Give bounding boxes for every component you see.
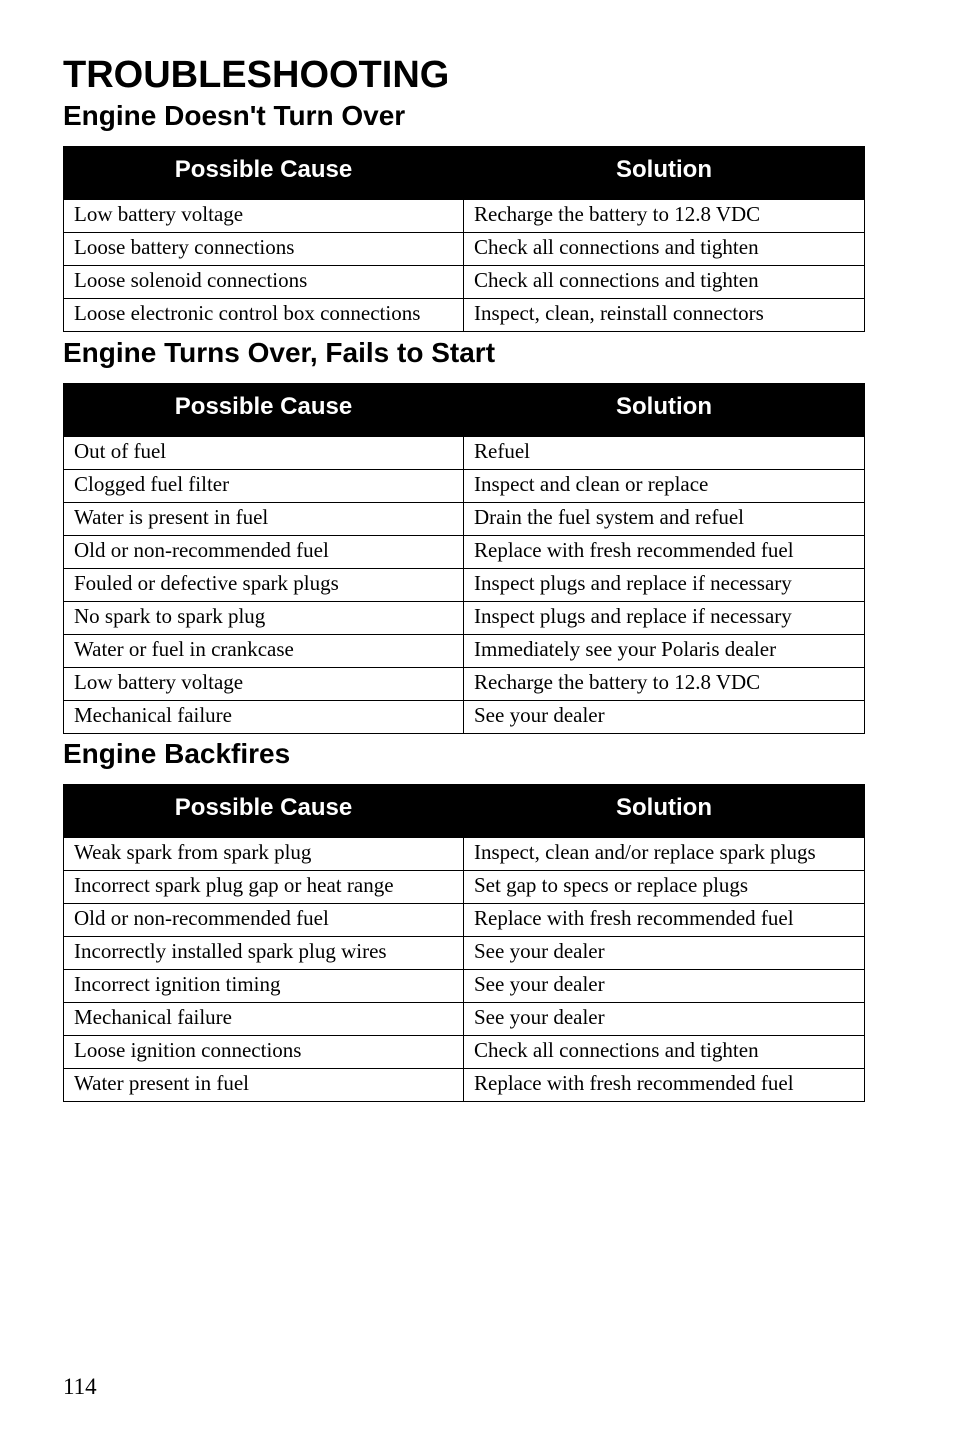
header-solution: Solution <box>464 785 865 838</box>
table-header-row <box>64 384 865 437</box>
table-row <box>64 668 865 701</box>
cause-cell: Loose electronic control box connections <box>64 299 464 332</box>
table-row <box>64 871 865 904</box>
cause-cell: Old or non-recommended fuel <box>64 904 464 937</box>
solution-cell: Replace with fresh recommended fuel <box>464 536 865 569</box>
solution-cell: Inspect plugs and replace if necessary <box>464 569 865 602</box>
cause-cell: Loose solenoid connections <box>64 266 464 299</box>
solution-cell: See your dealer <box>464 970 865 1003</box>
cause-cell: Water is present in fuel <box>64 503 464 536</box>
cause-cell: No spark to spark plug <box>64 602 464 635</box>
header-possible-cause: Possible Cause <box>64 147 464 200</box>
table-row <box>64 701 865 734</box>
cause-cell: Fouled or defective spark plugs <box>64 569 464 602</box>
solution-cell: Set gap to specs or replace plugs <box>464 871 865 904</box>
section-engine-doesnt-turn-over <box>63 100 864 332</box>
table-row <box>64 299 865 332</box>
section-heading: Engine Doesn't Turn Over <box>63 100 406 131</box>
table-row <box>64 1069 865 1102</box>
solution-cell: See your dealer <box>464 1003 865 1036</box>
cause-cell: Mechanical failure <box>64 1003 464 1036</box>
table-row <box>64 266 865 299</box>
section-heading: Engine Backfires <box>63 738 291 769</box>
table-row <box>64 970 865 1003</box>
troubleshooting-table <box>63 383 865 734</box>
solution-cell: Replace with fresh recommended fuel <box>464 1069 865 1102</box>
solution-cell: See your dealer <box>464 701 865 734</box>
table-row <box>64 503 865 536</box>
solution-cell: Immediately see your Polaris dealer <box>464 635 865 668</box>
table-row <box>64 635 865 668</box>
table-row <box>64 437 865 470</box>
solution-cell: Check all connections and tighten <box>464 266 865 299</box>
solution-cell: Refuel <box>464 437 865 470</box>
section-heading: Engine Turns Over, Fails to Start <box>63 337 496 368</box>
cause-cell: Loose ignition connections <box>64 1036 464 1069</box>
header-solution: Solution <box>464 147 865 200</box>
section-engine-backfires <box>63 738 864 1102</box>
cause-cell: Weak spark from spark plug <box>64 838 464 871</box>
cause-cell: Low battery voltage <box>64 200 464 233</box>
cause-cell: Clogged fuel filter <box>64 470 464 503</box>
solution-cell: Recharge the battery to 12.8 VDC <box>464 668 865 701</box>
cause-cell: Water or fuel in crankcase <box>64 635 464 668</box>
cause-cell: Loose battery connections <box>64 233 464 266</box>
table-row <box>64 602 865 635</box>
section-engine-turns-over-fails-to-start <box>63 337 864 734</box>
table-row <box>64 937 865 970</box>
cause-cell: Out of fuel <box>64 437 464 470</box>
cause-cell: Incorrectly installed spark plug wires <box>64 937 464 970</box>
solution-cell: Inspect, clean and/or replace spark plugs <box>464 838 865 871</box>
troubleshooting-table <box>63 784 865 1102</box>
solution-cell: Check all connections and tighten <box>464 1036 865 1069</box>
solution-cell: Recharge the battery to 12.8 VDC <box>464 200 865 233</box>
solution-cell: Inspect and clean or replace <box>464 470 865 503</box>
cause-cell: Water present in fuel <box>64 1069 464 1102</box>
solution-cell: Drain the fuel system and refuel <box>464 503 865 536</box>
solution-cell: Inspect plugs and replace if necessary <box>464 602 865 635</box>
table-row <box>64 838 865 871</box>
solution-cell: Replace with fresh recommended fuel <box>464 904 865 937</box>
table-row <box>64 200 865 233</box>
page-number: 114 <box>63 1374 97 1399</box>
header-possible-cause: Possible Cause <box>64 785 464 838</box>
page-title: TROUBLESHOOTING <box>63 54 450 96</box>
cause-cell: Old or non-recommended fuel <box>64 536 464 569</box>
solution-cell: See your dealer <box>464 937 865 970</box>
table-row <box>64 1003 865 1036</box>
troubleshooting-table <box>63 146 865 332</box>
table-header-row <box>64 147 865 200</box>
table-header-row <box>64 785 865 838</box>
header-possible-cause: Possible Cause <box>64 384 464 437</box>
table-row <box>64 1036 865 1069</box>
cause-cell: Incorrect spark plug gap or heat range <box>64 871 464 904</box>
table-row <box>64 470 865 503</box>
solution-cell: Check all connections and tighten <box>464 233 865 266</box>
header-solution: Solution <box>464 384 865 437</box>
table-row <box>64 233 865 266</box>
table-row <box>64 569 865 602</box>
cause-cell: Incorrect ignition timing <box>64 970 464 1003</box>
solution-cell: Inspect, clean, reinstall connectors <box>464 299 865 332</box>
cause-cell: Mechanical failure <box>64 701 464 734</box>
table-row <box>64 904 865 937</box>
table-row <box>64 536 865 569</box>
cause-cell: Low battery voltage <box>64 668 464 701</box>
